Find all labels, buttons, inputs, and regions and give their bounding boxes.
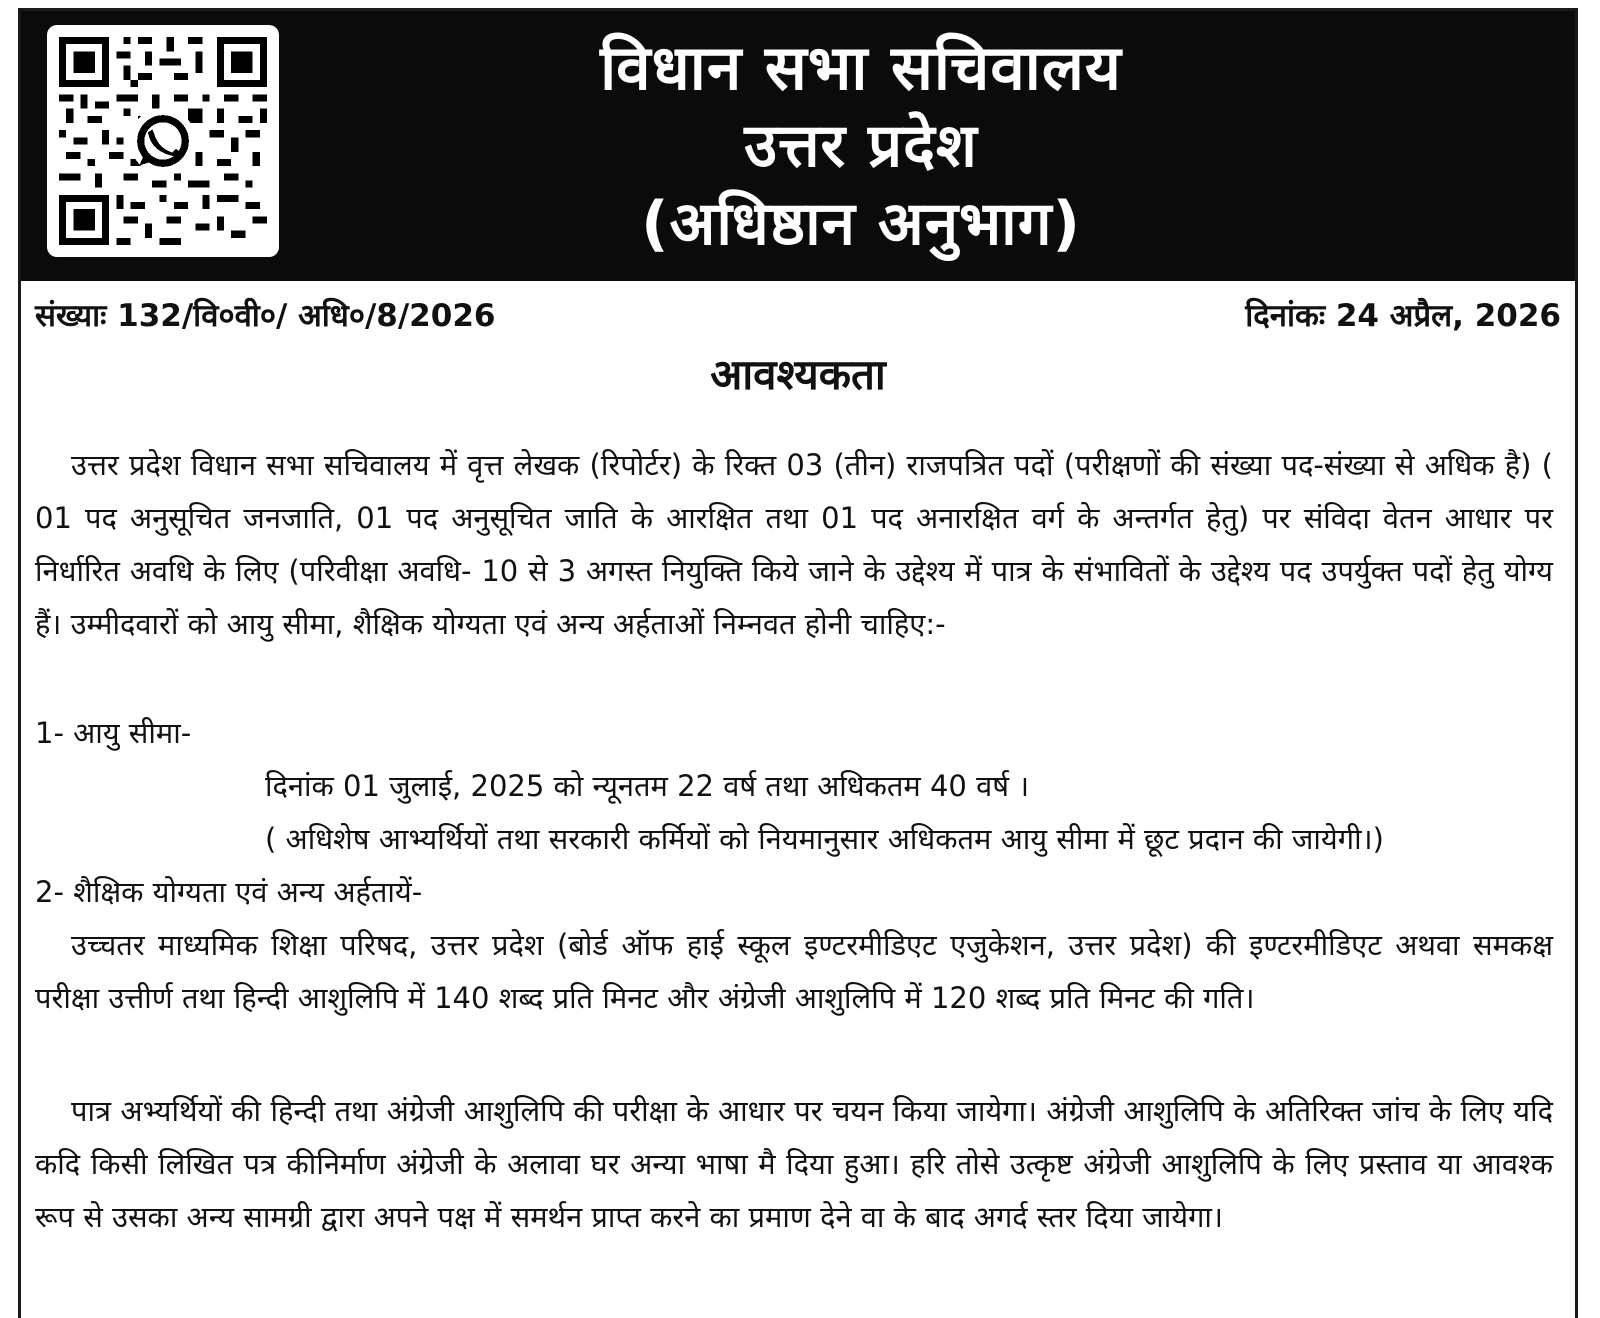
notice-document bbox=[18, 8, 1578, 1318]
header-banner bbox=[21, 11, 1575, 281]
education-heading: 2- शैक्षिक योग्यता एवं अन्य अर्हतायें- bbox=[35, 875, 423, 909]
whatsapp-qr-code-icon[interactable] bbox=[47, 25, 279, 257]
age-relaxation-note: ( अधिशेष आभ्यर्थियों तथा सरकारी कर्मियों को नियमानुसार अधिकतम आयु सीमा में छूट प्रदान की जायेगी।) bbox=[265, 822, 1384, 856]
notice-date: दिनांकः 24 अप्रैल, 2026 bbox=[1245, 298, 1561, 334]
notice-title: आवश्यकता bbox=[710, 350, 886, 399]
reference-number: संख्याः 132/वि०वी०/ अधि०/8/2026 bbox=[35, 298, 496, 334]
state-name: उत्तर प्रदेश bbox=[744, 111, 978, 181]
education-paragraph: उच्चतर माध्यमिक शिक्षा परिषद, उत्तर प्रदेश (बोर्ड ऑफ हाई स्कूल इण्टरमीडिएट एजुकेशन, उत्तर प्रदेश) की इण्टरमीडिएट अथवा समकक्ष परीक्षा उत्तीर्ण तथा हिन्दी आशुलिपि में 140 शब्द प्रति मिनट और अंग्रेजी आशुलिपि में 120 शब्द प्रति मिनट की गति। bbox=[35, 928, 1553, 1015]
section-name: (अधिष्ठान अनुभाग) bbox=[641, 189, 1081, 259]
reference-row bbox=[35, 293, 1561, 337]
age-limit-heading: 1- आयु सीमा- bbox=[35, 716, 192, 750]
office-name: विधान सभा सचिवालय bbox=[600, 31, 1122, 104]
intro-paragraph: उत्तर प्रदेश विधान सभा सचिवालय में वृत्त लेखक (रिपोर्टर) के रिक्त 03 (तीन) राजपत्रित पदों (परीक्षणों की संख्या पद-संख्या से अधिक है) ( 01 पद अनुसूचित जनजाति, 01 पद अनुसूचित जाति के आरक्षित तथा 01 पद अनारक्षित वर्ग के अन्तर्गत हेतु) पर संविदा वेतन आधार पर निर्धारित अवधि के लिए (परिवीक्षा अवधि- 10 से 3 अगस्त नियुक्ति किये जाने के उद्देश्य में पात्र के संभावितों के उद्देश्य पद उपर्युक्त पदों हेतु योग्य हैं। उम्मीदवारों को आयु सीमा, शैक्षिक योग्यता एवं अन्य अर्हताओं निम्नवत होनी चाहिए:- bbox=[35, 448, 1553, 641]
selection-paragraph: पात्र अभ्यर्थियों की हिन्दी तथा अंग्रेजी आशुलिपि की परीक्षा के आधार पर चयन किया जायेगा। अंग्रेजी आशुलिपि के अतिरिक्त जांच के लिए यदि कदि किसी लिखित पत्र कीनिर्माण अंग्रेजी के अलावा घर अन्या भाषा मै दिया हुआ। हरि तोसे उत्कृष्ट अंग्रेजी आशुलिपि के लिए प्रस्ताव या आवश्क रूप से उसका अन्य सामग्री द्वारा अपने पक्ष में समर्थन प्राप्त करने का प्रमाण देने वा के बाद अगर्द स्तर दिया जायेगा। bbox=[35, 1094, 1553, 1234]
age-limit-text: दिनांक 01 जुलाई, 2025 को न्यूनतम 22 वर्ष तथा अधिकतम 40 वर्ष । bbox=[265, 769, 1030, 803]
header-titles bbox=[311, 11, 1411, 281]
